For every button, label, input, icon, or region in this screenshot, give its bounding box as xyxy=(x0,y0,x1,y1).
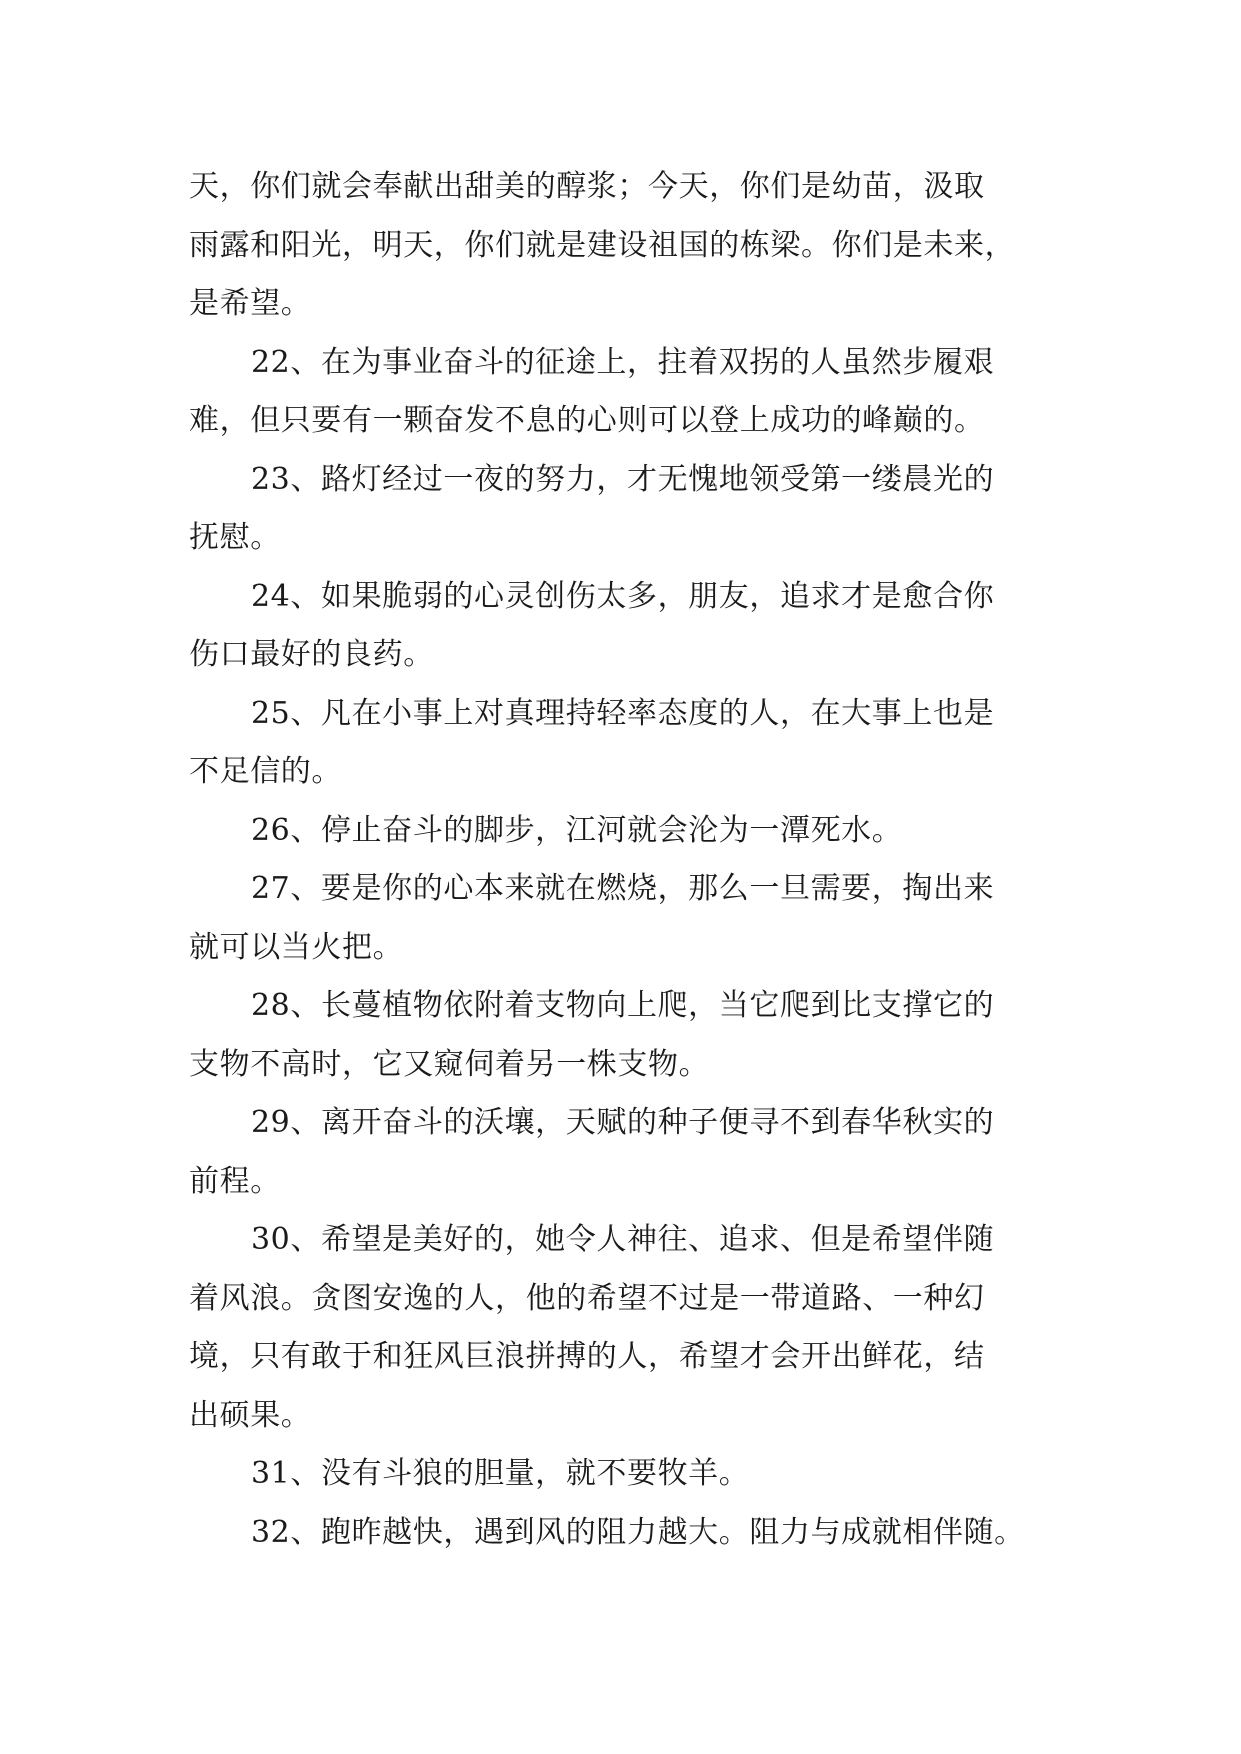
text-line: 28、长蔓植物依附着支物向上爬，当它爬到比支撑它的 xyxy=(251,988,995,1023)
text-line: 就可以当火把。 xyxy=(189,929,404,965)
text-line: 24、如果脆弱的心灵创伤太多，朋友，追求才是愈合你 xyxy=(251,578,995,614)
paragraph-28 xyxy=(189,977,1057,1094)
paragraph-25 xyxy=(189,685,1057,802)
text-line: 32、跑昨越快，遇到风的阻力越大。阻力与成就相伴随。 xyxy=(251,1514,1025,1550)
paragraph-23 xyxy=(189,451,1057,568)
paragraph-29 xyxy=(189,1094,1057,1211)
text-line: 29、离开奋斗的沃壤，天赋的种子便寻不到春华秋实的 xyxy=(251,1105,995,1140)
text-line: 雨露和阳光，明天，你们就是建设祖国的栋梁。你们是未来， xyxy=(189,227,1016,263)
paragraph-31 xyxy=(189,1445,1057,1504)
text-line: 出硕果。 xyxy=(189,1397,312,1433)
paragraph-32 xyxy=(189,1504,1057,1563)
text-line: 支物不高时，它又窥伺着另一株支物。 xyxy=(189,1046,710,1082)
text-line: 25、凡在小事上对真理持轻率态度的人，在大事上也是 xyxy=(251,695,995,731)
text-line: 31、没有斗狼的胆量，就不要牧羊。 xyxy=(251,1456,750,1491)
paragraph-26 xyxy=(189,802,1057,861)
paragraph-21-continued xyxy=(189,158,1057,334)
text-line: 不足信的。 xyxy=(189,754,342,789)
text-line: 是希望。 xyxy=(189,286,312,321)
paragraph-27 xyxy=(189,860,1057,977)
text-line: 22、在为事业奋斗的征途上，拄着双拐的人虽然步履艰 xyxy=(251,344,995,380)
text-line: 境，只有敢于和狂风巨浪拼搏的人，希望才会开出鲜花，结 xyxy=(189,1339,985,1374)
text-line: 天，你们就会奉献出甜美的醇浆；今天，你们是幼苗，汲取 xyxy=(189,169,985,204)
text-line: 抚慰。 xyxy=(189,520,281,555)
text-line: 着风浪。贪图安逸的人，他的希望不过是一带道路、一种幻 xyxy=(189,1280,985,1316)
document-page xyxy=(189,158,1057,1562)
text-line: 26、停止奋斗的脚步，江河就会沦为一潭死水。 xyxy=(251,812,903,848)
paragraph-30 xyxy=(189,1211,1057,1445)
text-line: 前程。 xyxy=(189,1163,281,1199)
text-line: 27、要是你的心本来就在燃烧，那么一旦需要，掏出来 xyxy=(251,871,995,906)
text-line: 30、希望是美好的，她令人神往、追求、但是希望伴随 xyxy=(251,1222,995,1257)
text-line: 伤口最好的良药。 xyxy=(189,637,434,672)
paragraph-22 xyxy=(189,334,1057,451)
text-line: 23、路灯经过一夜的努力，才无愧地领受第一缕晨光的 xyxy=(251,461,995,497)
text-line: 难，但只要有一颗奋发不息的心则可以登上成功的峰巅的。 xyxy=(189,403,985,438)
paragraph-24 xyxy=(189,568,1057,685)
